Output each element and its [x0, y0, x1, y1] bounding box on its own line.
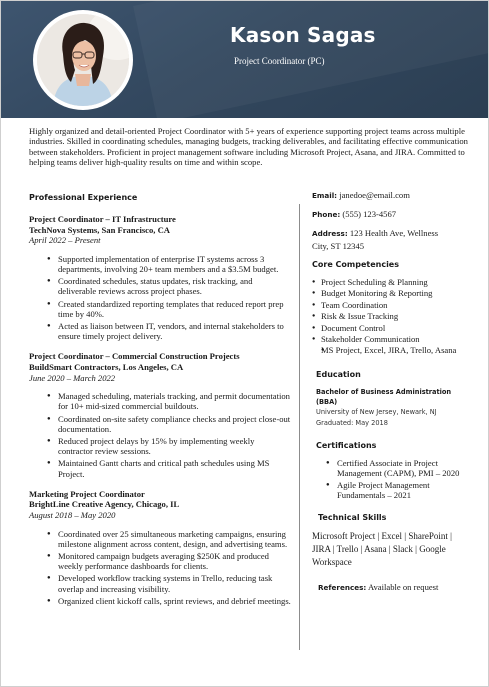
competency-item: ● Team Coordination [312, 300, 472, 311]
job-title: Marketing Project Coordinator [29, 488, 145, 499]
job-bullet: ● Reduced project delays by 15% by implementing weekly contractor review sessions. [47, 436, 291, 456]
job-bullets [29, 391, 291, 479]
competencies-list [312, 277, 472, 357]
address-label: Address: [312, 229, 348, 238]
contact-address [312, 227, 472, 252]
job-entry [29, 214, 291, 341]
contact-phone [312, 208, 472, 221]
school-name: University of New Jersey, Newark, NJ [316, 407, 437, 416]
job-bullet: ● Monitored campaign budgets averaging $250K and produced weekly performance dashboards for clients. [47, 551, 291, 571]
references-label: References: [318, 582, 367, 592]
candidate-role: Project Coordinator (PC) [234, 56, 325, 66]
column-divider [299, 204, 300, 650]
graduation-date: Graduated: May 2018 [316, 418, 388, 427]
education-heading: Education [316, 369, 361, 379]
professional-summary: Highly organized and detail-oriented Project Coordinator with 5+ years of experience supporting project teams across multiple industries. Skilled in coordinating schedules, managing budgets, tracking deliverables, and facilitating effective communication between stakeholders. Proficient in project management software including Microsoft Project, Asana, and JIRA. Committed to helping teams deliver high-quality results on time and within scope. [29, 126, 468, 168]
resume-header [1, 1, 488, 118]
phone-label: Phone: [312, 210, 341, 219]
contact-email [312, 189, 472, 202]
competency-item: ● Risk & Issue Tracking [312, 311, 472, 322]
education-block [316, 387, 472, 429]
certification-item: ● Agile Project Management Fundamentals – 2021 [326, 480, 472, 500]
experience-heading: Professional Experience [29, 193, 138, 202]
profile-photo [37, 14, 129, 106]
job-bullet: ● Supported implementation of enterprise IT systems across 3 departments, involving 20+ team members and a $3.5M budget. [47, 254, 291, 274]
job-title: Project Coordinator – Commercial Construction Projects [29, 351, 240, 362]
address-line-2: City, ST 12345 [312, 241, 365, 251]
job-company: BrightLine Creative Agency, Chicago, IL [29, 499, 180, 510]
certifications-heading: Certifications [316, 440, 377, 450]
job-dates: June 2020 – March 2022 [29, 372, 116, 383]
job-company: BuildSmart Contractors, Los Angeles, CA [29, 362, 184, 372]
job-bullet: ● Managed scheduling, materials tracking, and permit documentation for 10+ mid-sized commercial buildouts. [47, 391, 291, 411]
references-line [318, 581, 472, 594]
job-company: TechNova Systems, San Francisco, CA [29, 224, 171, 235]
job-entry [29, 489, 291, 606]
sidebar-column [312, 189, 472, 594]
competency-item: ● Budget Monitoring & Reporting [312, 288, 472, 299]
job-bullet: ● Developed workflow tracking systems in Trello, reducing task overlap and increasing visibility. [47, 573, 291, 593]
certification-item: ● Certified Associate in Project Management (CAPM), PMI – 2020 [326, 458, 472, 478]
competency-item: ● Project Scheduling & Planning [312, 277, 472, 288]
job-entry [29, 351, 291, 478]
job-bullet: ● Coordinated schedules, status updates, risk tracking, and deliverable reviews across project phases. [47, 276, 291, 296]
competencies-heading: Core Competencies [312, 260, 399, 269]
phone-value: (555) 123-4567 [342, 209, 397, 219]
degree-line-2: (BBA) [316, 397, 338, 406]
email-label: Email: [312, 191, 338, 200]
job-bullet: ● Coordinated over 25 simultaneous marketing campaigns, ensuring milestone alignment across content, design, and advertising teams. [47, 529, 291, 549]
degree-line-1: Bachelor of Business Administration [316, 387, 452, 396]
competency-item: ● Stakeholder Communication [312, 334, 472, 345]
technical-skills-heading: Technical Skills [318, 512, 387, 522]
job-bullets [29, 254, 291, 342]
technical-skills-text: Microsoft Project | Excel | SharePoint | JIRA | Trello | Asana | Slack | Google Workspace [312, 530, 452, 567]
job-bullet: ● Acted as liaison between IT, vendors, and internal stakeholders to ensure timely project delivery. [47, 321, 291, 341]
job-bullet: ● Coordinated on-site safety compliance checks and project close-out documentation. [47, 414, 291, 434]
job-dates: August 2018 – May 2020 [29, 510, 116, 520]
competency-item: ● Document Control [312, 323, 472, 334]
certifications-list [312, 458, 472, 501]
job-bullet: ● Maintained Gantt charts and critical path schedules using MS Project. [47, 458, 291, 478]
job-title: Project Coordinator – IT Infrastructure [29, 214, 176, 224]
competency-item: ● MS Project, Excel, JIRA, Trello, Asana [312, 345, 472, 356]
candidate-name: Kason Sagas [230, 23, 376, 47]
references-value: Available on request [367, 581, 439, 592]
experience-column [29, 193, 291, 616]
job-bullet: ● Organized client kickoff calls, sprint reviews, and debrief meetings. [47, 596, 291, 606]
job-dates: April 2022 – Present [29, 235, 101, 246]
job-list [29, 214, 291, 606]
job-bullets [29, 529, 291, 606]
job-bullet: ● Created standardized reporting templates that reduced report prep time by 40%. [47, 299, 291, 319]
address-line-1: 123 Health Ave, Wellness [349, 228, 439, 238]
email-value: janedoe@email.com [339, 190, 410, 200]
